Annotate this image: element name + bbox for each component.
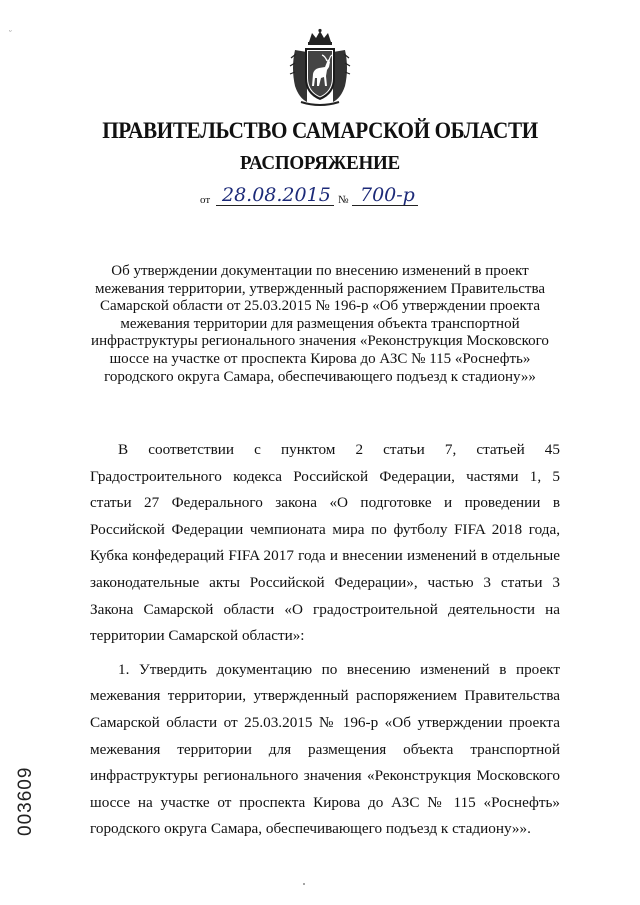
date-prefix: от xyxy=(200,194,211,206)
preamble-paragraph: В соответствии с пунктом 2 статьи 7, статьей 45 Градостроительного кодекса Российской Федерации, частями 1, 5 статьи 27 Федерального закона «О подготовке и проведении в Российской Федерации чемпионата мира по футболу FIFA 2018 года, Кубка конфедераций FIFA 2017 года и внесении изменений в отдельные законодательные акты Российской Федерации», частью 3 статьи 3 Закона Самарской области «О градостроительной деятельности на территории Самарской области»: xyxy=(90,441,560,645)
order-number: 700-р xyxy=(360,184,415,206)
government-title: ПРАВИТЕЛЬСТВО САМАРСКОЙ ОБЛАСТИ xyxy=(102,118,538,143)
corner-mark: ᵕ xyxy=(9,26,12,36)
document-heading: Об утверждении документации по внесению изменений в проект межевания территории, утвержденный распоряжением Правительства Самарской области от 25.03.2015 № 196-р «Об утверждении проекта межевания территории для размещения объекта транспортной инфраструктуры регионального значения «Реконструкция Московского шоссе на участке от проспекта Кирова до АЗС № 115 «Роснефть» городского округа Самара, обеспечивающего подъезд к стадиону»» xyxy=(91,263,549,385)
order-date-number-line xyxy=(200,184,440,210)
order-date: 28.08.2015 xyxy=(222,184,331,206)
serial-number-stamp: 003609 xyxy=(15,766,36,836)
clause-1-paragraph: 1. Утвердить документацию по внесению изменений в проект межевания территории, утвержденный распоряжением Правительства Самарской области от 25.03.2015 № 196-р «Об утверждении проекта межевания территории для размещения объекта транспортной инфраструктуры регионального значения «Реконструкция Московского шоссе на участке от проспекта Кирова до АЗС № 115 «Роснефть» городского округа Самара, обеспечивающего подъезд к стадиону»». xyxy=(90,660,560,838)
document-type-title: РАСПОРЯЖЕНИЕ xyxy=(240,152,400,174)
number-prefix: № xyxy=(338,194,349,206)
scan-speck xyxy=(303,883,305,885)
document-body xyxy=(90,437,560,843)
samara-coat-of-arms-icon xyxy=(287,28,353,108)
